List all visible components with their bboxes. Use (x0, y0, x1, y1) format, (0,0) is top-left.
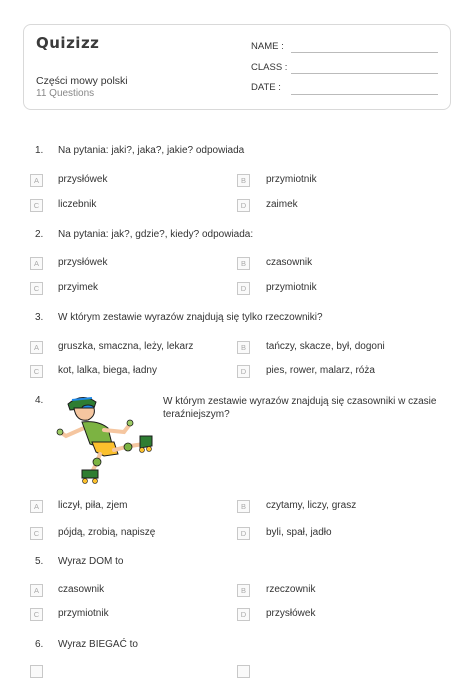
option-text: czytamy, liczy, grasz (266, 500, 357, 511)
option-text: pies, rower, malarz, róża (266, 365, 375, 376)
option-text: przysłówek (58, 257, 108, 268)
question-text: W którym zestawie wyrazów znajdują się czasowniki w czasie teraźniejszym? (163, 396, 437, 420)
question-text: W którym zestawie wyrazów znajdują się tylko rzeczowniki? (58, 312, 323, 323)
option-text: liczebnik (58, 199, 97, 210)
option-text: tańczy, skacze, był, dogoni (266, 341, 385, 352)
question-number: 4. (35, 395, 44, 406)
option-text: czasownik (266, 257, 313, 268)
option-letter-box[interactable] (30, 665, 43, 678)
option-text: przymiotnik (266, 282, 317, 293)
option-letter-box[interactable]: D (237, 365, 250, 378)
option-letter-box[interactable]: B (237, 174, 250, 187)
option-text: gruszka, smaczna, leży, lekarz (58, 341, 194, 352)
question-number: 1. (35, 145, 44, 156)
option-letter-box[interactable]: B (237, 500, 250, 513)
option-letter-box[interactable]: A (30, 174, 43, 187)
option-letter-box[interactable] (237, 665, 250, 678)
class-label: CLASS : (251, 62, 288, 73)
option-text: przyimek (58, 282, 99, 293)
option-letter-box[interactable]: B (237, 584, 250, 597)
option-letter-box[interactable]: B (237, 257, 250, 270)
question-text: Wyraz BIEGAĆ to (58, 639, 138, 650)
option-text: przysłówek (58, 174, 108, 185)
option-text: rzeczownik (266, 584, 316, 595)
option-letter-box[interactable]: C (30, 365, 43, 378)
option-letter-box[interactable]: D (237, 199, 250, 212)
option-text: zaimek (266, 199, 298, 210)
question-number: 3. (35, 312, 44, 323)
option-text: byli, spał, jadło (266, 527, 332, 538)
worksheet-title: Części mowy polski (36, 75, 128, 87)
option-letter-box[interactable]: A (30, 500, 43, 513)
option-text: kot, lalka, biega, ładny (58, 365, 157, 376)
question-number: 5. (35, 556, 44, 567)
option-letter-box[interactable]: A (30, 257, 43, 270)
option-letter-box[interactable]: C (30, 608, 43, 621)
question-text: Na pytania: jak?, gdzie?, kiedy? odpowiada: (58, 229, 254, 240)
option-letter-box[interactable]: C (30, 199, 43, 212)
option-letter-box[interactable]: A (30, 584, 43, 597)
question-text: Wyraz DOM to (58, 556, 124, 567)
option-letter-box[interactable]: D (237, 282, 250, 295)
option-letter-box[interactable]: C (30, 527, 43, 540)
rollerblader-illustration (52, 392, 154, 484)
name-label: NAME : (251, 41, 284, 52)
date-field[interactable] (291, 94, 438, 95)
name-field[interactable] (291, 52, 438, 53)
option-letter-box[interactable]: D (237, 527, 250, 540)
option-letter-box[interactable]: B (237, 341, 250, 354)
class-field[interactable] (291, 73, 438, 74)
option-text: przymiotnik (266, 174, 317, 185)
option-text: przymiotnik (58, 608, 109, 619)
date-label: DATE : (251, 82, 281, 93)
question-text: Na pytania: jaki?, jaka?, jakie? odpowiada (58, 145, 245, 156)
option-letter-box[interactable]: D (237, 608, 250, 621)
option-letter-box[interactable]: A (30, 341, 43, 354)
option-letter-box[interactable]: C (30, 282, 43, 295)
option-text: liczył, piła, zjem (58, 500, 128, 511)
question-count: 11 Questions (36, 88, 95, 99)
question-number: 2. (35, 229, 44, 240)
question-number: 6. (35, 639, 44, 650)
quizizz-logo: Quizizz (36, 34, 100, 52)
option-text: pójdą, zrobią, napiszę (58, 527, 156, 538)
option-text: przysłówek (266, 608, 316, 619)
option-text: czasownik (58, 584, 105, 595)
